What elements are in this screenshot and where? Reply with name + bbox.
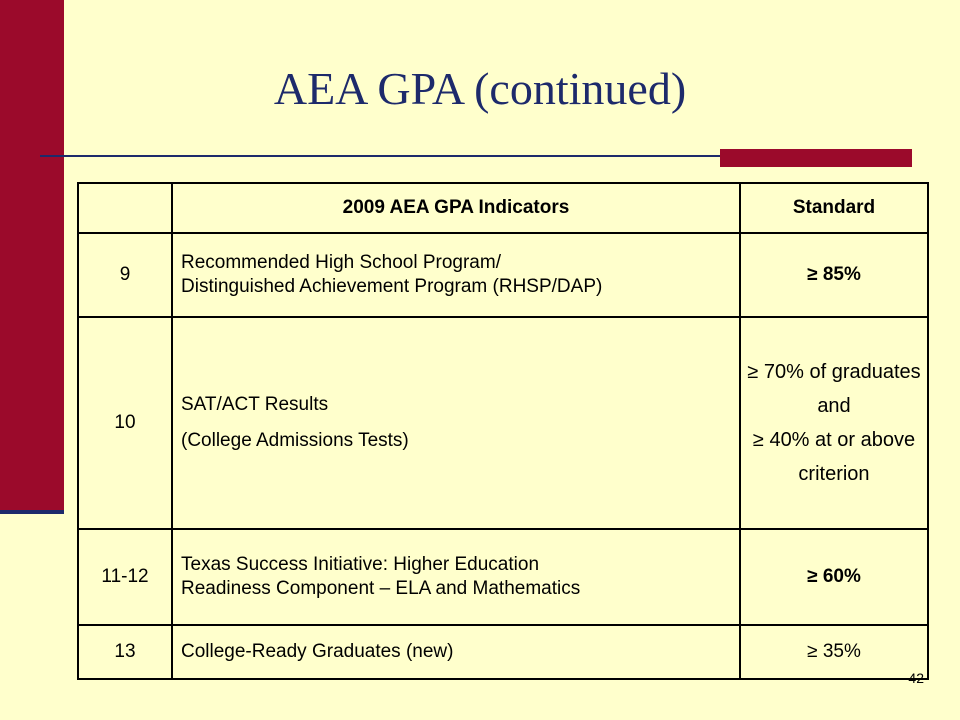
indicator-line: Readiness Component – ELA and Mathematics	[181, 578, 581, 599]
standard-value: ≥ 85%	[807, 264, 861, 285]
header-number	[78, 183, 172, 233]
header-indicators: 2009 AEA GPA Indicators	[172, 183, 740, 233]
table-row	[78, 529, 928, 625]
left-accent-underline	[0, 510, 64, 514]
row-indicator	[172, 233, 740, 317]
row-indicator	[172, 529, 740, 625]
row-standard	[740, 233, 928, 317]
indicator-line: Texas Success Initiative: Higher Education	[181, 554, 540, 575]
header-standard: Standard	[740, 183, 928, 233]
row-number: 10	[78, 317, 172, 529]
standard-value: ≥ 60%	[807, 566, 861, 587]
row-standard	[740, 625, 928, 679]
title-rule-accent	[720, 149, 912, 167]
standard-value: ≥ 35%	[807, 641, 861, 662]
indicator-line: SAT/ACT Results	[181, 394, 329, 415]
row-number: 11-12	[78, 529, 172, 625]
row-indicator	[172, 317, 740, 529]
row-standard	[740, 317, 928, 529]
table-row	[78, 317, 928, 529]
table-row	[78, 625, 928, 679]
slide-title: AEA GPA (continued)	[273, 63, 687, 114]
indicator-line: College-Ready Graduates (new)	[181, 641, 454, 662]
table-header-row	[78, 183, 928, 233]
indicator-line: Distinguished Achievement Program (RHSP/DAP)	[181, 276, 603, 297]
indicator-line: Recommended High School Program/	[181, 252, 501, 273]
indicator-line: (College Admissions Tests)	[181, 430, 409, 451]
standard-value: ≥ 70% of graduates and	[747, 361, 921, 417]
table-row	[78, 233, 928, 317]
row-number: 13	[78, 625, 172, 679]
gpa-indicators-table	[77, 182, 929, 680]
row-indicator	[172, 625, 740, 679]
standard-value: ≥ 40% at or above criterion	[752, 429, 916, 485]
page-number: 42	[908, 670, 924, 686]
row-standard	[740, 529, 928, 625]
row-number: 9	[78, 233, 172, 317]
